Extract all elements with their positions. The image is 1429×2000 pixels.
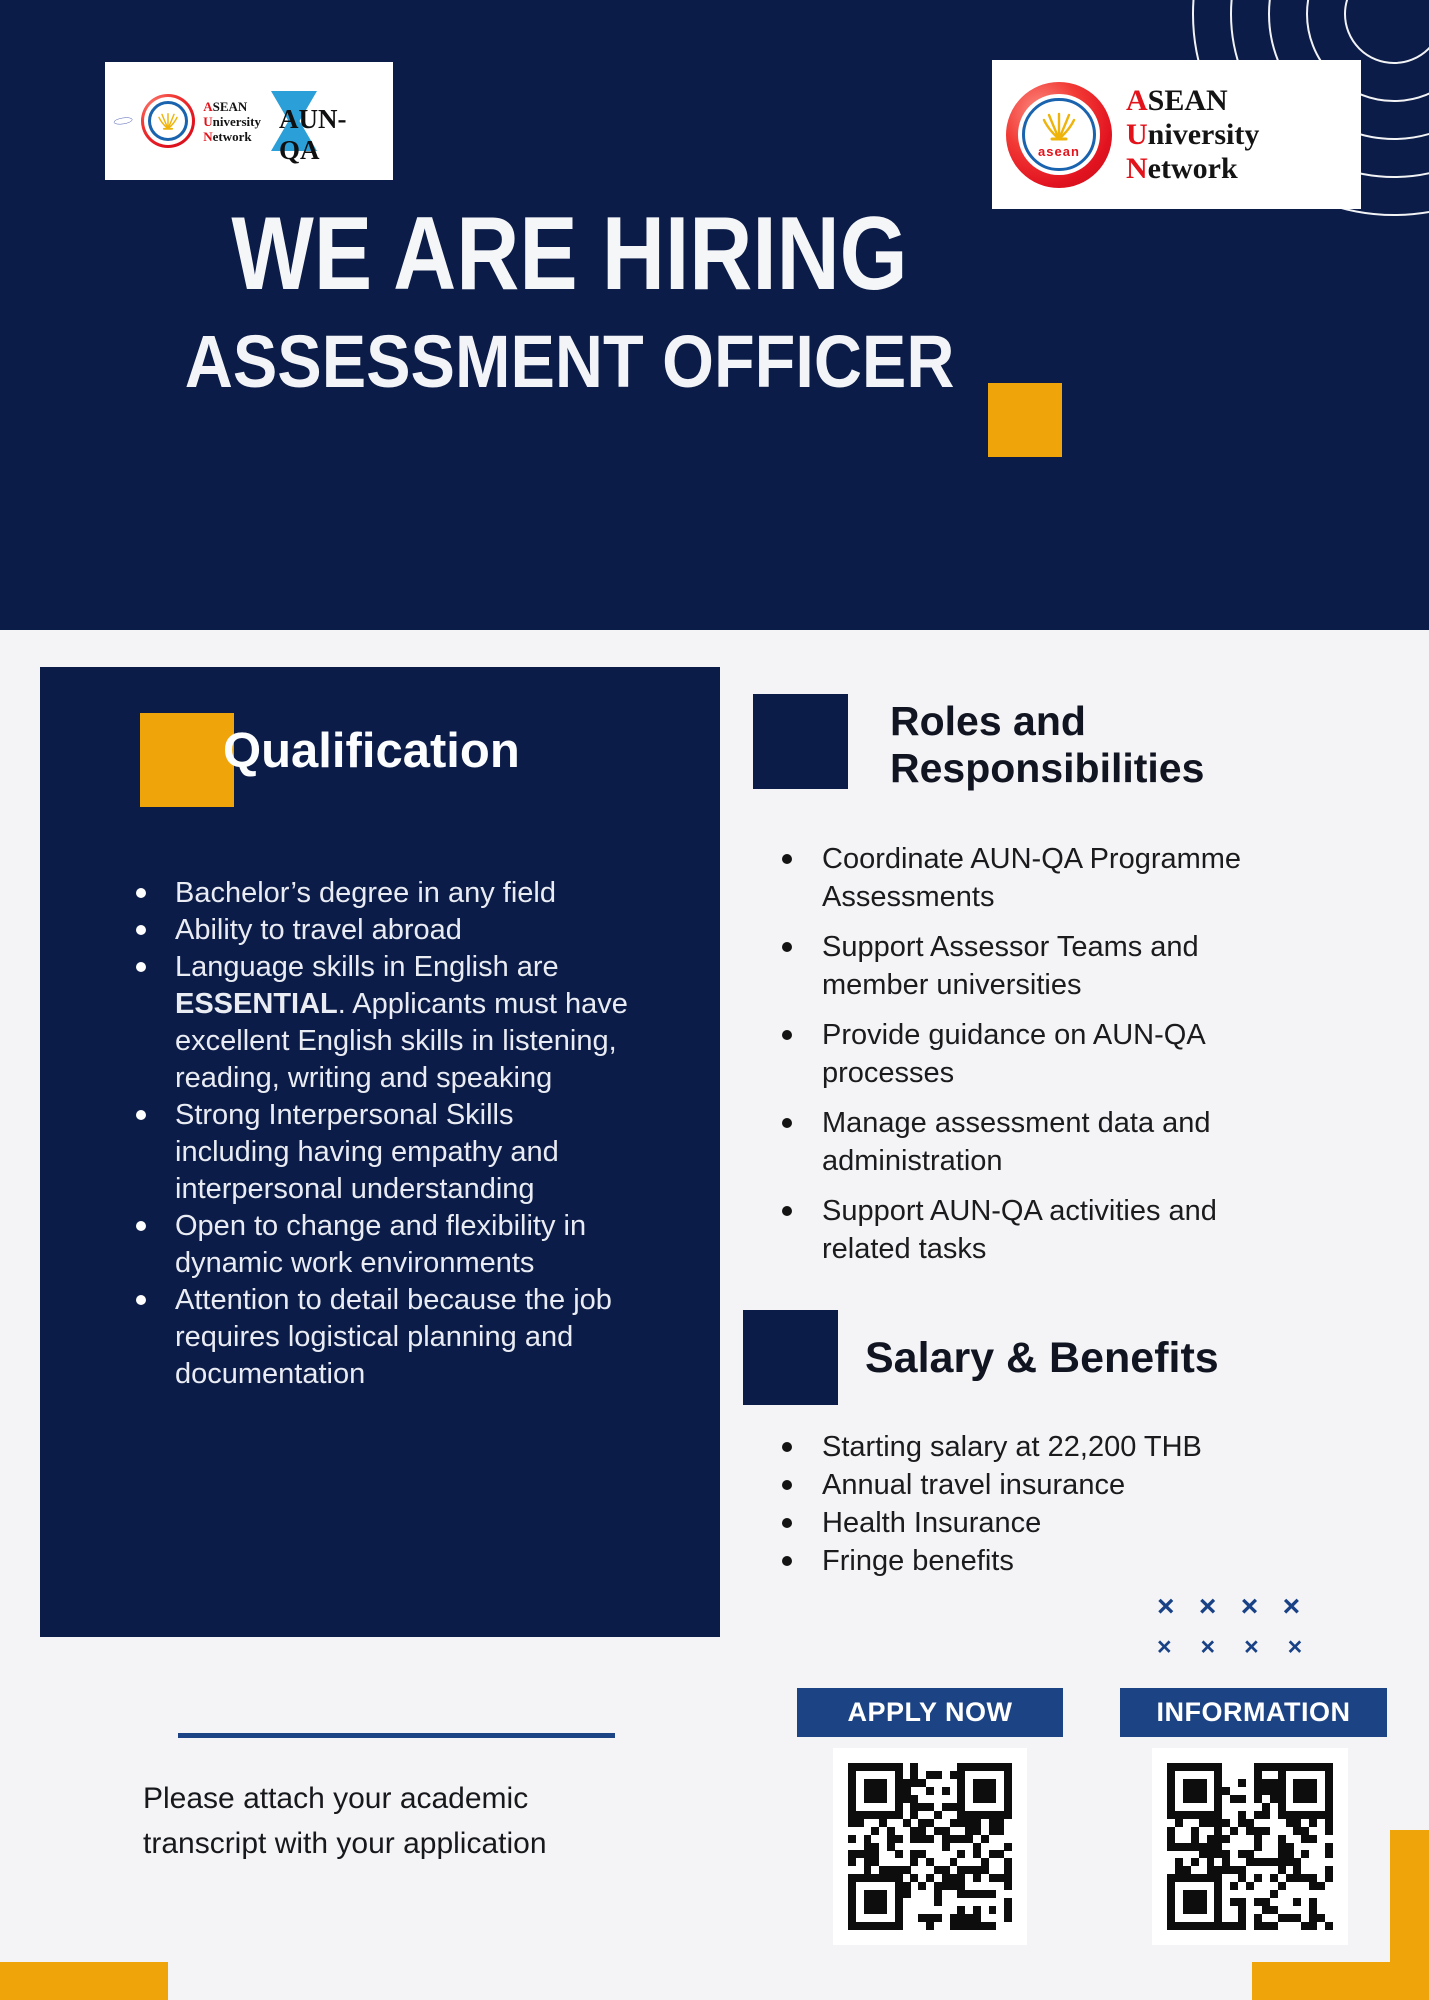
list-item: Open to change and flexibility in dynamic work environments [128, 1208, 633, 1282]
roles-list [772, 840, 1247, 1280]
list-item: Health Insurance [772, 1504, 1272, 1542]
apply-qr-code [833, 1748, 1027, 1945]
logo-text-line: ASEAN [203, 98, 248, 114]
asean-university-network-logo [992, 60, 1361, 209]
aun-qa-mark [269, 86, 385, 165]
orange-square-decoration [988, 383, 1062, 457]
roles-title: Roles and Responsibilities [890, 698, 1205, 791]
page-title: WE ARE HIRING [231, 196, 909, 312]
list-item: Fringe benefits [772, 1542, 1272, 1580]
orange-square-decoration [140, 713, 234, 807]
hero-banner [0, 0, 1429, 630]
information-qr-code [1152, 1748, 1348, 1945]
orange-corner-decoration [1252, 1962, 1429, 2000]
rice-stalks-icon [156, 110, 180, 132]
list-item: Attention to detail because the job requires logistical planning and documentation [128, 1282, 633, 1393]
aun-wordmark [1126, 84, 1259, 186]
list-item: Ability to travel abroad [128, 912, 633, 949]
list-item: Manage assessment data and administration [772, 1104, 1247, 1180]
x-marks-decoration: × × × × [1157, 1633, 1314, 1661]
list-item: Language skills in English are ESSENTIAL. Applicants must have excellent English skills in listening, reading, writing and speaking [128, 949, 633, 1097]
asean-emblem-icon [1006, 82, 1112, 188]
swoosh-icon [113, 68, 133, 174]
qualification-title: Qualification [223, 724, 520, 778]
note-text: Please attach your academic transcript with your application [143, 1782, 547, 1860]
aun-qa-label: AUN-QA [279, 104, 347, 165]
list-item: Starting salary at 22,200 THB [772, 1428, 1272, 1466]
navy-square-decoration [753, 694, 848, 789]
list-item: Coordinate AUN-QA Programme Assessments [772, 840, 1247, 916]
page-subtitle: ASSESSMENT OFFICER [185, 320, 955, 403]
salary-title: Salary & Benefits [865, 1334, 1219, 1382]
list-item: Support Assessor Teams and member universities [772, 928, 1247, 1004]
list-item: Provide guidance on AUN-QA processes [772, 1016, 1247, 1092]
list-item: Annual travel insurance [772, 1466, 1272, 1504]
list-item: Strong Interpersonal Skills including having empathy and interpersonal understanding [128, 1097, 633, 1208]
logo-text-line: ASEAN [1126, 83, 1228, 117]
logo-text-line: University [203, 113, 261, 129]
salary-list [772, 1428, 1272, 1580]
divider-line [178, 1733, 615, 1738]
logo-text-line: Network [203, 128, 252, 144]
qualification-panel [40, 667, 720, 1637]
navy-square-decoration [743, 1310, 838, 1405]
apply-now-button[interactable]: APPLY NOW [797, 1688, 1063, 1737]
x-marks-decoration: × × × × [1157, 1590, 1309, 1623]
list-item: Bachelor’s degree in any field [128, 875, 633, 912]
aun-wordmark [203, 99, 261, 144]
qualification-list [128, 875, 633, 1393]
asean-emblem-icon [141, 94, 195, 148]
logo-text-line: Network [1126, 151, 1238, 185]
asean-emblem-text: asean [1038, 144, 1080, 160]
list-item: Support AUN-QA activities and related tasks [772, 1192, 1247, 1268]
information-button[interactable]: INFORMATION [1120, 1688, 1387, 1737]
rice-stalks-icon [1038, 110, 1080, 146]
orange-corner-decoration [0, 1962, 168, 2000]
aun-qa-logo [105, 62, 393, 180]
logo-text-line: University [1126, 117, 1260, 151]
